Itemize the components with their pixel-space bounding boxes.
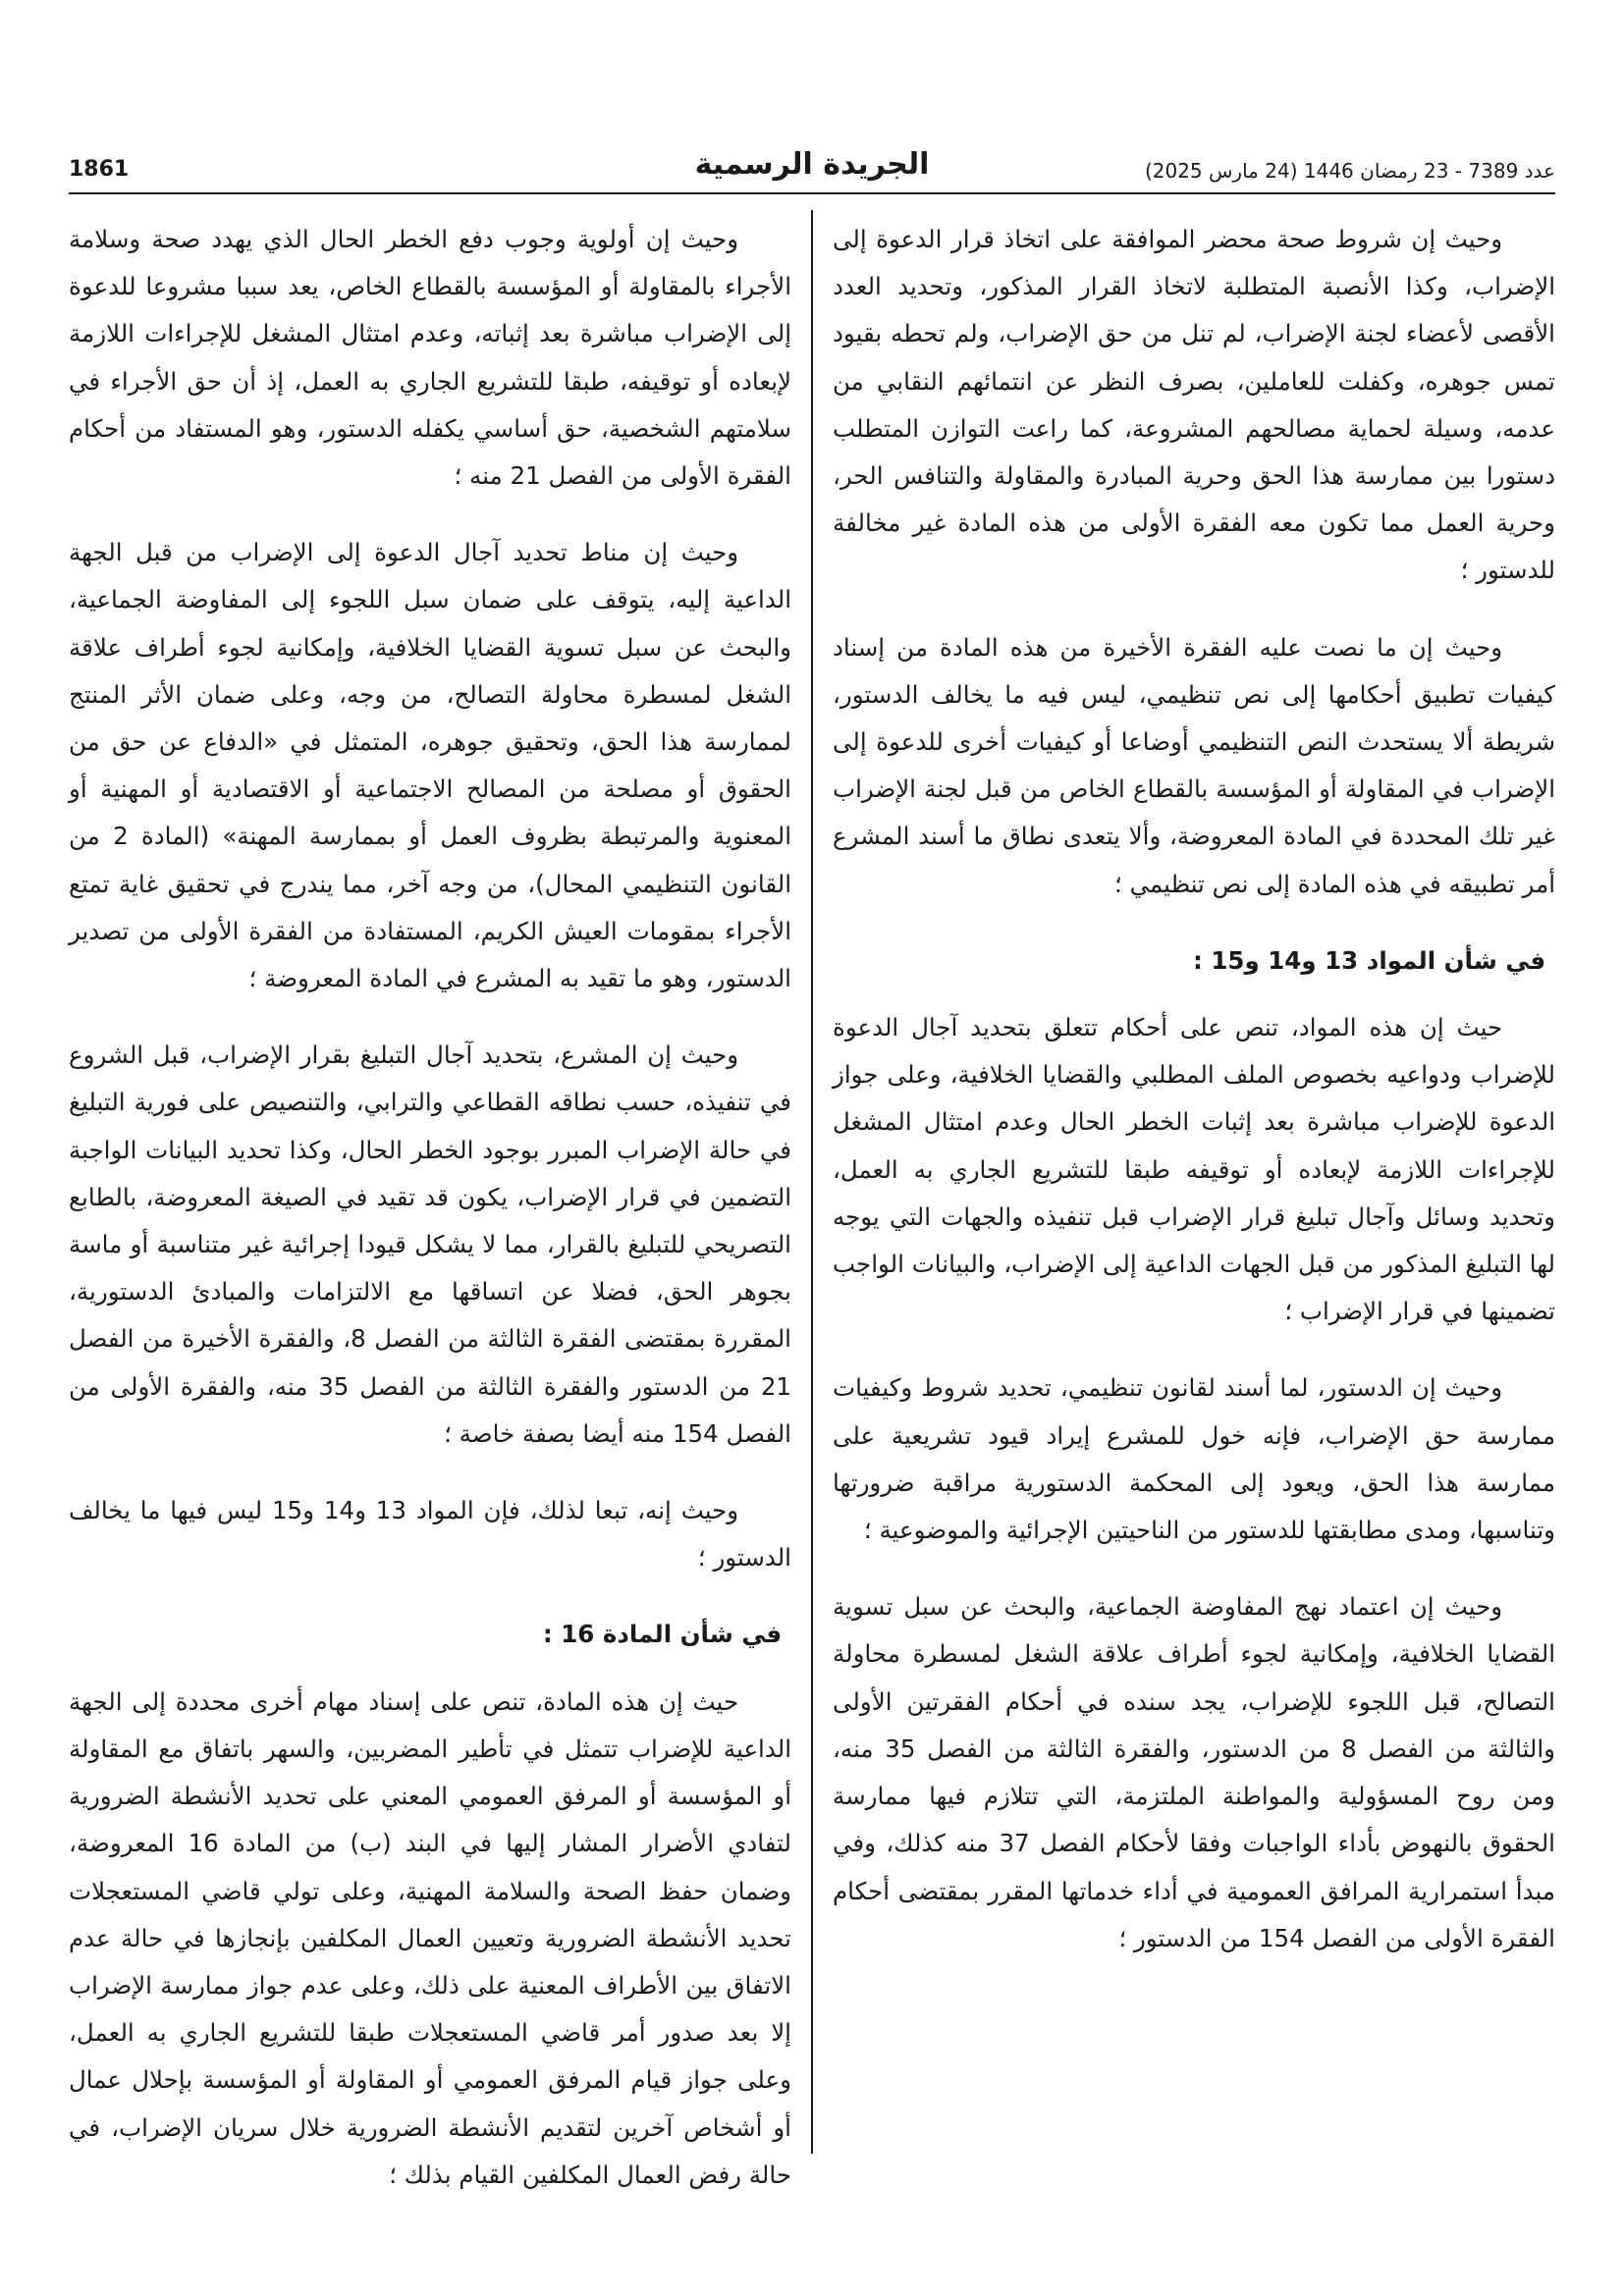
- section-heading: في شأن المادة 16 :: [542, 1620, 783, 1649]
- issue-info: عدد 7389 - 23 رمضان 1446 (24 مارس 2025): [1144, 159, 1555, 183]
- paragraph: حيث إن هذه المواد، تنص على أحكام تتعلق بتحديد آجال الدعوة للإضراب ودواعيه بخصوص الملف المطلبي والقضايا الخلافية، وعلى جواز الدعوة للإضراب مباشرة بعد إثبات الخطر الحال وعدم امتثال المشغل للإجراءات اللازمة لإبعاده أو توقيفه طبقا للتشريع الجاري به العمل، وتحديد وسائل وآجال تبليغ قرار الإضراب قبل تنفيذه والجهات التي يوجه لها التبليغ المذكور من قبل الجهات الداعية إلى الإضراب، والبيانات الواجب تضمينها في قرار الإضراب ؛: [833, 1013, 1555, 1326]
- paragraph: وحيث إنه، تبعا لذلك، فإن المواد 13 و14 و15 ليس فيها ما يخالف الدستور ؛: [69, 1496, 791, 1573]
- paragraph: وحيث إن المشرع، بتحديد آجال التبليغ بقرار الإضراب، قبل الشروع في تنفيذه، حسب نطاقه القطاعي والترابي، والتنصيص على فورية التبليغ في حالة الإضراب المبرر بوجود الخطر الحال، وكذا تحديد البيانات الواجبة التضمين في قرار الإضراب، يكون قد تقيد في الصيغة المعروضة، بالطابع التصريحي للتبليغ بالقرار، مما لا يشكل قيودا إجرائية غير متناسبة أو ماسة بجوهر الحق، فضلا عن اتساقها مع الالتزامات والمبادئ الدستورية، المقررة بمقتضى الفقرة الثالثة من الفصل 8، والفقرة الأخيرة من الفصل 21 من الدستور والفقرة الثالثة من الفصل 35 منه، والفقرة الأولى من الفصل 154 منه أيضا بصفة خاصة ؛: [69, 1041, 791, 1448]
- journal-title: الجريدة الرسمية: [694, 147, 930, 182]
- page-header: [69, 145, 1555, 194]
- right-column: [833, 216, 1555, 1992]
- left-column: [69, 216, 791, 2228]
- paragraph: وحيث إن ما نصت عليه الفقرة الأخيرة من هذه المادة من إسناد كيفيات تطبيق أحكامها إلى نص تنظيمي، ليس فيه ما يخالف الدستور، شريطة ألا يستحدث النص التنظيمي أوضاعا أو كيفيات أخرى للدعوة إلى الإضراب في المقاولة أو المؤسسة بالقطاع الخاص من قبل لجنة الإضراب غير تلك المحددة في المادة المعروضة، وألا يتعدى نطاق ما أسند المشرع أمر تطبيقه في هذه المادة إلى نص تنظيمي ؛: [833, 632, 1555, 898]
- paragraph: وحيث إن اعتماد نهج المفاوضة الجماعية، والبحث عن سبل تسوية القضايا الخلافية، وإمكانية لجوء أطراف علاقة الشغل لمسطرة محاولة التصالح، قبل اللجوء للإضراب، يجد سنده في أحكام الفقرتين الأولى والثالثة من الفصل 8 من الدستور، والفقرة الثالثة من الفصل 35 منه، ومن روح المسؤولية والمواطنة الملتزمة، التي تتلازم فيها ممارسة الحقوق بالنهوض بأداء الواجبات وفقا لأحكام الفصل 37 منه كذلك، وفي مبدأ استمرارية المرافق العمومية في أداء خدماتها المقرر بمقتضى أحكام الفقرة الأولى من الفصل 154 من الدستور ؛: [833, 1592, 1556, 1952]
- paragraph: وحيث إن أولوية وجوب دفع الخطر الحال الذي يهدد صحة وسلامة الأجراء بالمقاولة أو المؤسسة بالقطاع الخاص، يعد سببا مشروعا للدعوة إلى الإضراب مباشرة بعد إثباته، وعدم امتثال المشغل للإجراءات اللازمة لإبعاده أو توقيفه، طبقا للتشريع الجاري به العمل، إذ أن حق الأجراء في سلامتهم الشخصية، حق أساسي يكفله الدستور، وهو المستفاد من أحكام الفقرة الأولى من الفصل 21 منه ؛: [69, 225, 791, 491]
- section-heading: في شأن المواد 13 و14 و15 :: [1193, 945, 1546, 975]
- paragraph: وحيث إن مناط تحديد آجال الدعوة إلى الإضراب من قبل الجهة الداعية إليه، يتوقف على ضمان سبل اللجوء إلى المفاوضة الجماعية، والبحث عن سبل تسوية القضايا الخلافية، وإمكانية لجوء أطراف علاقة الشغل لمسطرة محاولة التصالح، من وجه، وعلى ضمان الأثر المنتج لممارسة هذا الحق، وتحقيق جوهره، المتمثل في «الدفاع عن حق من الحقوق أو مصلحة من المصالح الاجتماعية أو الاقتصادية أو المهنية أو المعنوية والمرتبطة بظروف العمل أو بممارسة المهنة» (المادة 2 من القانون التنظيمي المحال)، من وجه آخر، مما يندرج في تحقيق غاية تمتع الأجراء بمقومات العيش الكريم، المستفادة من الفقرة الأولى من تصدير الدستور، وهو ما تقيد به المشرع في المادة المعروضة ؛: [69, 538, 792, 993]
- page-number: 1861: [69, 157, 130, 182]
- paragraph: حيث إن هذه المادة، تنص على إسناد مهام أخرى محددة إلى الجهة الداعية للإضراب تتمثل في تأطير المضربين، والسهر باتفاق مع المقاولة أو المؤسسة أو المرفق العمومي المعني على تحديد الأنشطة الضرورية لتفادي الأضرار المشار إليها في البند (ب) من المادة 16 المعروضة، وضمان حفظ الصحة والسلامة المهنية، وعلى تولي قاضي المستعجلات تحديد الأنشطة الضرورية وتعيين العمال المكلفين بإنجازها في حالة عدم الاتفاق بين الأطراف المعنية على ذلك، وعلى عدم جواز ممارسة الإضراب إلا بعد صدور أمر قاضي المستعجلات طبقا للتشريع الجاري به العمل، وعلى جواز قيام المرفق العمومي أو المقاولة أو المؤسسة بإحلال عمال أو أشخاص آخرين لتقديم الأنشطة الضرورية خلال سريان الإضراب، في حالة رفض العمال المكلفين القيام بذلك ؛: [69, 1686, 791, 2189]
- paragraph: وحيث إن شروط صحة محضر الموافقة على اتخاذ قرار الدعوة إلى الإضراب، وكذا الأنصبة المتطلبة لاتخاذ القرار المذكور، وتحديد العدد الأقصى لأعضاء لجنة الإضراب، لم تنل من حق الإضراب، ولم تحطه بقيود تمس جوهره، وكفلت للعاملين، بصرف النظر عن انتمائهم النقابي من عدمه، وسيلة لحماية مصالحهم المشروعة، كما راعت التوازن المتطلب دستورا بين ممارسة هذا الحق وحرية المبادرة والمقاولة والتنافس الحر، وحرية العمل مما تكون معه الفقرة الأولى من هذه المادة غير مخالفة للدستور ؛: [833, 225, 1555, 585]
- paragraph: وحيث إن الدستور، لما أسند لقانون تنظيمي، تحديد شروط وكيفيات ممارسة حق الإضراب، فإنه خول للمشرع إيراد قيود تشريعية على ممارسة هذا الحق، ويعود إلى المحكمة الدستورية مراقبة ضرورتها وتناسبها، ومدى مطابقتها للدستور من الناحيتين الإجرائية والموضوعية ؛: [833, 1373, 1555, 1545]
- column-divider: [811, 210, 813, 2154]
